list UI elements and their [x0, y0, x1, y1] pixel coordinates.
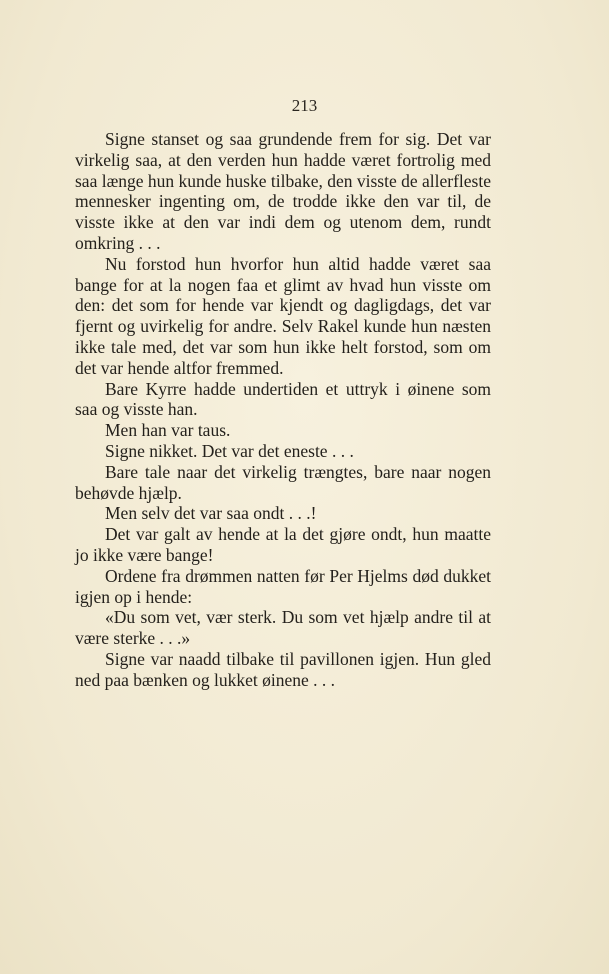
paragraph: Bare Kyrre hadde undertiden et uttryk i øinene som saa og visste han.	[75, 378, 491, 420]
paragraph: Men han var taus.	[105, 420, 231, 441]
paragraph: «Du som vet, vær sterk. Du som vet hjælp andre til at være sterke . . .»	[75, 607, 491, 649]
page-number: 213	[291, 96, 318, 115]
body-text	[75, 129, 491, 691]
paragraph: Ordene fra drømmen natten før Per Hjelms død dukket igjen op i hende:	[75, 565, 491, 607]
paragraph: Bare tale naar det virkelig trængtes, bare naar nogen behøvde hjælp.	[75, 461, 491, 503]
paragraph: Signe stanset og saa grundende frem for sig. Det var virkelig saa, at den verden hun hadde været fortrolig med saa længe hun kunde huske tilbake, den visste de allerfleste mennesker ingenting om, de trodde ikke den var til, de visste ikke at den var indi dem og utenom dem, rundt omkring . . .	[75, 129, 491, 253]
paragraph: Men selv det var saa ondt . . .!	[105, 503, 317, 524]
paragraph: Det var galt av hende at la det gjøre ondt, hun maatte jo ikke være bange!	[75, 524, 491, 565]
paragraph: Nu forstod hun hvorfor hun altid hadde været saa bange for at la nogen faa et glimt av hvad hun visste om den: det som for hende var kjendt og dagligdags, det var fjernt og uvirkelig for andre. Selv Rakel kunde hun næsten ikke tale med, det var som hun ikke helt forstod, som om det var hende altfor fremmed.	[75, 253, 491, 378]
paragraph: Signe var naadd tilbake til pavillonen igjen. Hun gled ned paa bænken og lukket øinene . . .	[75, 648, 491, 690]
paragraph: Signe nikket. Det var det eneste . . .	[105, 440, 354, 461]
